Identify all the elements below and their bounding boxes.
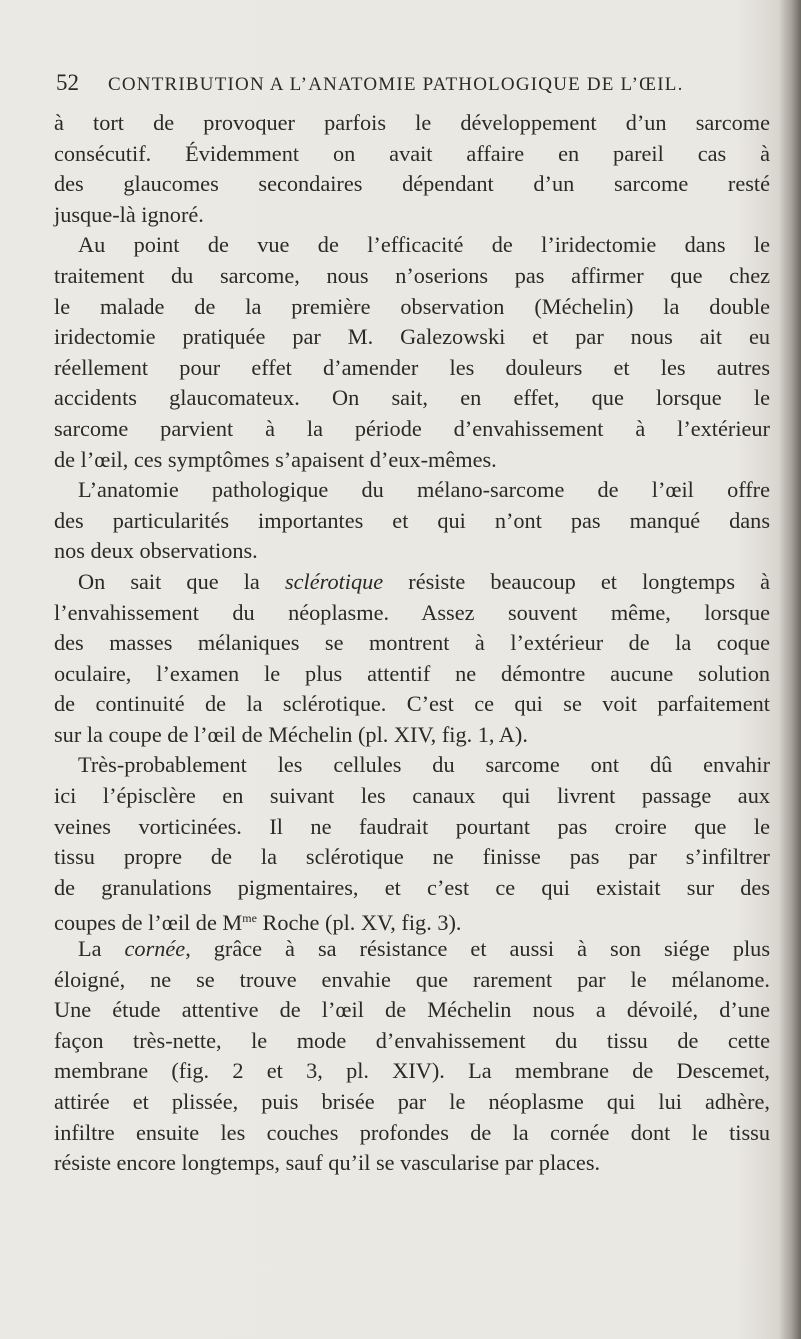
emphasis-cornee: cornée xyxy=(124,936,186,962)
text-run: , grâce à sa résistance et aussi à son siége plus xyxy=(185,936,770,962)
text-line: sur la coupe de l’œil de Méchelin (pl. XIV, fig. 1, A). xyxy=(54,721,528,747)
text-line: nos deux observations. xyxy=(54,538,258,564)
text-line: Une étude attentive de l’œil de Méchelin nous a dévoilé, d’une xyxy=(54,997,770,1023)
text-line: membrane (fig. 2 et 3, pl. XIV). La membrane de Descemet, xyxy=(54,1058,770,1084)
text-line: réellement pour effet d’amender les douleurs et les autres xyxy=(54,354,770,380)
text-line: L’anatomie pathologique du mélano-sarcome de l’œil offre xyxy=(78,477,770,503)
text-line: résiste encore longtemps, sauf qu’il se vascularise par places. xyxy=(54,1150,601,1176)
superscript-me: me xyxy=(242,911,257,926)
text-line: attirée et plissée, puis brisée par le néoplasme qui lui adhère, xyxy=(54,1089,770,1114)
body-text xyxy=(54,108,770,1179)
page-number: 52 xyxy=(56,70,79,95)
page-header xyxy=(56,70,756,104)
text-line: ici l’épisclère en suivant les canaux qui livrent passage aux xyxy=(54,783,770,809)
text-line: Très-probablement les cellules du sarcome ont dû envahir xyxy=(78,752,770,778)
page-edge-shadow xyxy=(779,0,801,1339)
text-line: éloigné, ne se trouve envahie que rarement par le mélanome. xyxy=(54,966,770,992)
text-line: des masses mélaniques se montrent à l’extérieur de la coque xyxy=(54,630,770,656)
text-run: On sait que la xyxy=(78,568,285,594)
text-line: des particularités importantes et qui n’ont pas manqué dans xyxy=(54,507,770,533)
text-line: des glaucomes secondaires dépendant d’un sarcome resté xyxy=(54,171,770,197)
text-line: traitement du sarcome, nous n’oserions pas affirmer que chez xyxy=(54,262,770,288)
running-head: CONTRIBUTION A L’ANATOMIE PATHOLOGIQUE DE L’ŒIL. xyxy=(108,74,684,95)
text-line: l’envahissement du néoplasme. Assez souvent même, lorsque xyxy=(54,599,770,625)
text-run: résiste beaucoup et longtemps à xyxy=(383,568,771,594)
text-line: tissu propre de la sclérotique ne finisse pas par s’infiltrer xyxy=(54,844,770,870)
text-line xyxy=(54,934,770,965)
text-run: coupes de l’œil de M xyxy=(54,910,243,936)
text-run: Roche (pl. XV, fig. 3). xyxy=(256,910,462,936)
text-line: le malade de la première observation (Méchelin) la double xyxy=(54,293,770,319)
text-line: jusque-là ignoré. xyxy=(54,201,204,227)
text-line: iridectomie pratiquée par M. Galezowski et par nous ait eu xyxy=(54,324,770,350)
text-line: oculaire, l’examen le plus attentif ne démontre aucune solution xyxy=(54,660,770,686)
text-line: consécutif. Évidemment on avait affaire en pareil cas à xyxy=(54,140,770,166)
text-line xyxy=(54,903,770,934)
text-line: Au point de vue de l’efficacité de l’iridectomie dans le xyxy=(78,232,770,258)
text-line: accidents glaucomateux. On sait, en effet, que lorsque le xyxy=(54,385,770,411)
text-line: de granulations pigmentaires, et c’est ce qui existait sur des xyxy=(54,874,770,900)
text-run: La xyxy=(78,936,125,962)
text-line: façon très-nette, le mode d’envahissement du tissu de cette xyxy=(54,1027,770,1053)
text-line xyxy=(54,567,770,598)
text-line: de continuité de la sclérotique. C’est ce qui se voit parfaitement xyxy=(54,691,770,717)
emphasis-sclerotique: sclérotique xyxy=(284,568,384,594)
text-line: de l’œil, ces symptômes s’apaisent d’eux-mêmes. xyxy=(54,446,497,472)
text-line: sarcome parvient à la période d’envahissement à l’extérieur xyxy=(54,415,770,441)
text-line: infiltre ensuite les couches profondes de la cornée dont le tissu xyxy=(54,1119,770,1145)
text-line: veines vorticinées. Il ne faudrait pourtant pas croire que le xyxy=(54,813,770,839)
text-line: à tort de provoquer parfois le développement d’un sarcome xyxy=(54,110,770,135)
